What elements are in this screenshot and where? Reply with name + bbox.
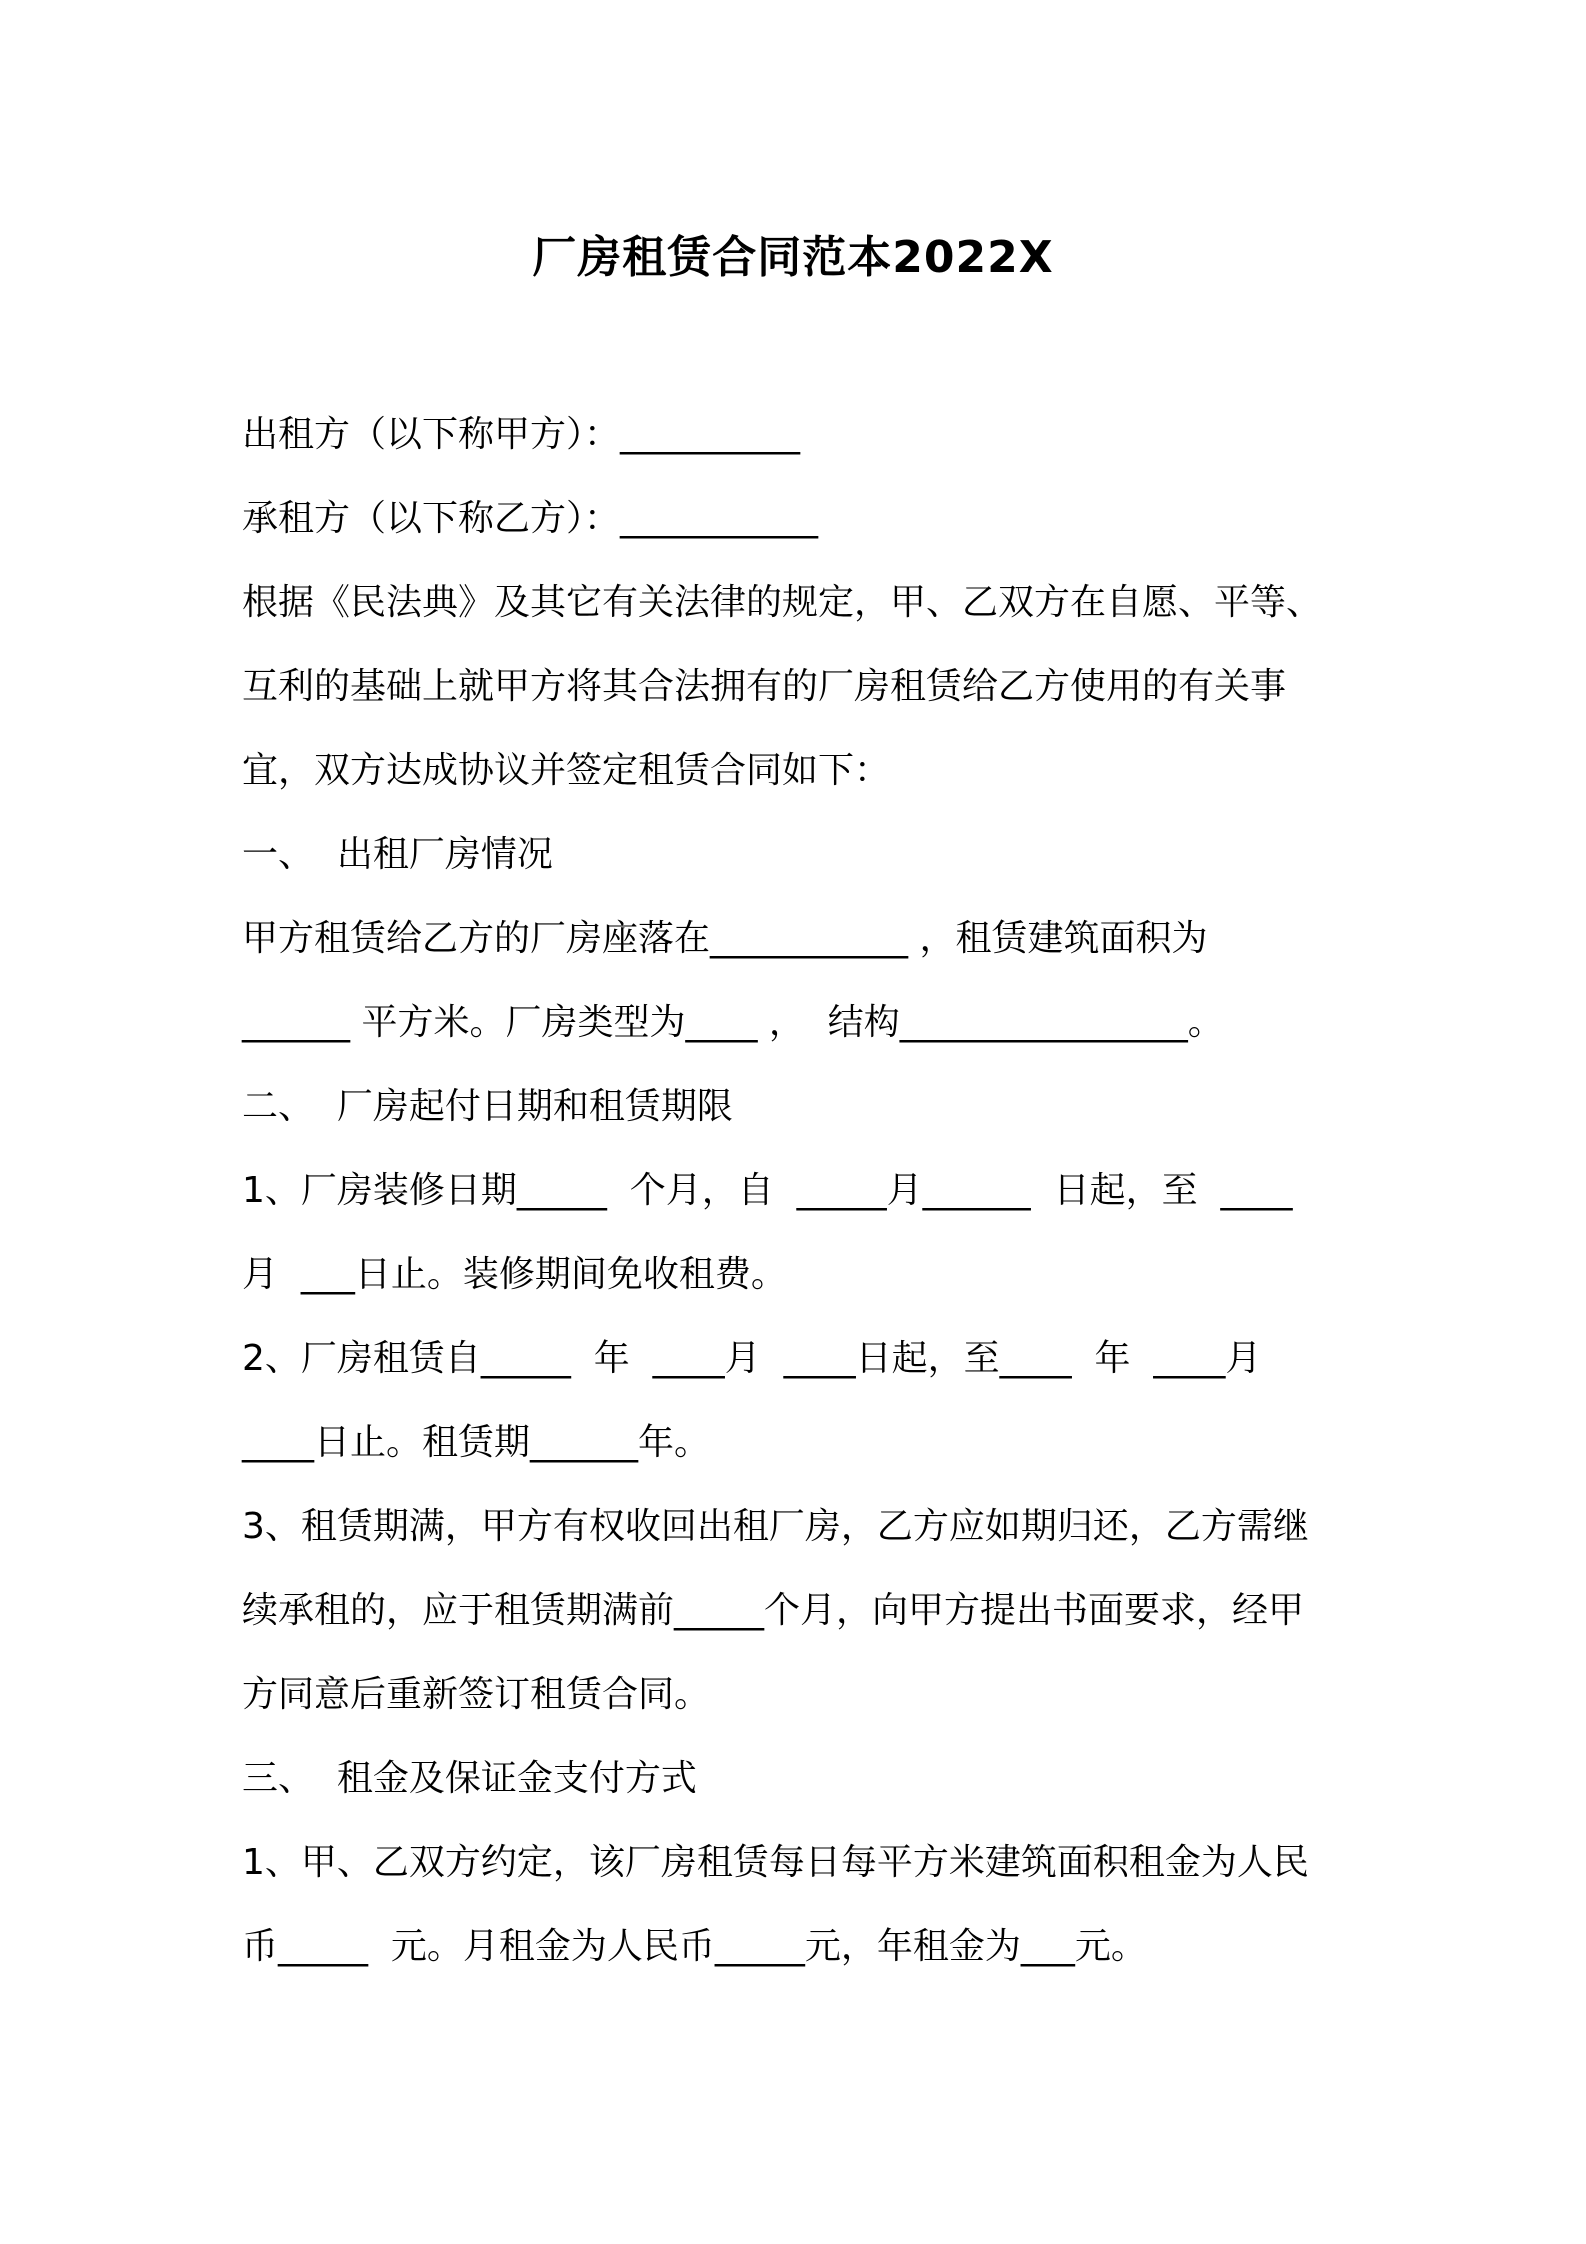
clause-2-2-line-1: 2、厂房租赁自_____ 年 ____月 ____日起，至____ 年 ____月	[242, 1338, 1262, 1379]
clause-3-1-line-2: 币_____ 元。月租金为人民币_____元，年租金为___元。	[242, 1926, 1147, 1967]
clause-2-3-line-3: 方同意后重新签订租赁合同。	[242, 1674, 711, 1715]
intro-paragraph-line-3: 宜，双方达成协议并签定租赁合同如下：	[242, 750, 891, 791]
section-heading-3: 三、 租金及保证金支付方式	[242, 1758, 697, 1799]
intro-paragraph-line-2: 互利的基础上就甲方将其合法拥有的厂房租赁给乙方使用的有关事	[242, 666, 1287, 707]
section-heading-1: 一、 出租厂房情况	[242, 834, 553, 875]
lessor-line: 出租方（以下称甲方）：__________	[242, 414, 801, 455]
lessee-line: 承租方（以下称乙方）：___________	[242, 498, 819, 539]
clause-3-1-line-1: 1、甲、乙双方约定，该厂房租赁每日每平方米建筑面积租金为人民	[242, 1842, 1309, 1883]
clause-2-3-line-2: 续承租的，应于租赁期满前_____个月，向甲方提出书面要求，经甲	[242, 1590, 1305, 1631]
section1-paragraph-line-1: 甲方租赁给乙方的厂房座落在___________ ，租赁建筑面积为	[242, 918, 1208, 959]
section-heading-2: 二、 厂房起付日期和租赁期限	[242, 1086, 733, 1127]
clause-2-1-line-1: 1、厂房装修日期_____ 个月，自 _____月______ 日起，至 ____	[242, 1170, 1293, 1211]
document-title: 厂房租赁合同范本2022X	[532, 232, 1054, 283]
clause-2-1-line-2: 月 ___日止。装修期间免收租费。	[242, 1254, 787, 1295]
section1-paragraph-line-2: ______ 平方米。厂房类型为____ ， 结构________________。	[242, 1002, 1224, 1043]
clause-2-3-line-1: 3、租赁期满，甲方有权收回出租厂房，乙方应如期归还，乙方需继	[242, 1506, 1309, 1547]
clause-2-2-line-2: ____日止。租赁期______年。	[242, 1422, 711, 1463]
intro-paragraph-line-1: 根据《民法典》及其它有关法律的规定，甲、乙双方在自愿、平等、	[242, 582, 1323, 623]
